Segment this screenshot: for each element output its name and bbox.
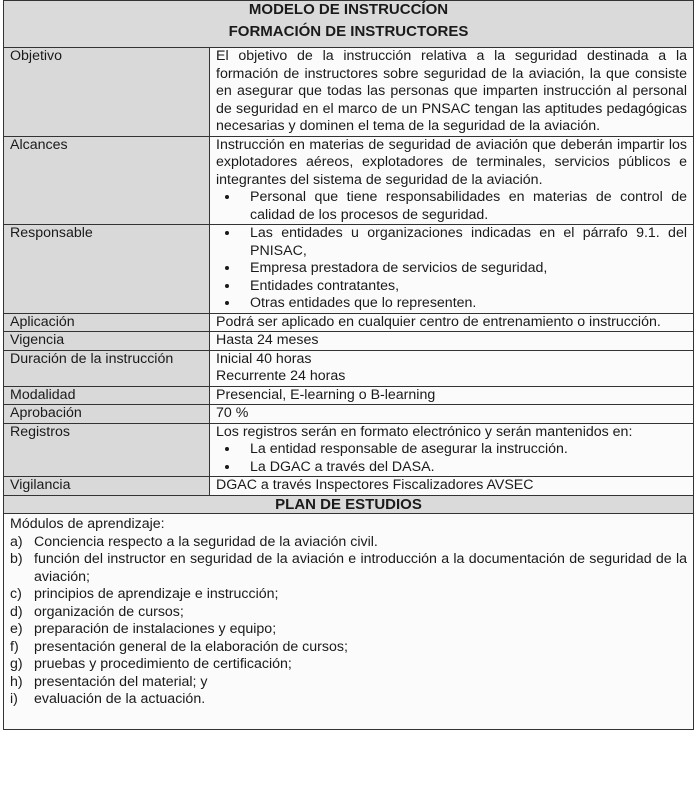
table-row [4, 386, 694, 405]
row-label: Responsable [4, 225, 210, 314]
table-row [4, 477, 694, 496]
row-label: Aprobación [4, 405, 210, 424]
document-subtitle: FORMACIÓN DE INSTRUCTORES [4, 23, 694, 48]
module-item [10, 691, 687, 709]
plan-body [4, 514, 694, 730]
document-title: MODELO DE INSTRUCCÍON [4, 1, 694, 24]
module-item [10, 621, 687, 639]
module-text: preparación de instalaciones y equipo; [34, 621, 277, 637]
module-item [10, 534, 687, 552]
module-text: presentación del material; y [34, 673, 208, 690]
row-value [210, 136, 694, 225]
module-item [10, 604, 687, 622]
row-text: Instrucción en materias de seguridad de aviación que deberán impartir los explotadores aéreos, explotadores de terminales, servicios públicos e integrantes del sistema de seguridad de la aviación. [216, 136, 687, 188]
bullet-item: • Otras entidades que lo representen. [240, 295, 687, 313]
row-value [210, 350, 694, 386]
module-item [10, 656, 687, 674]
row-label: Objetivo [4, 48, 210, 137]
row-label: Vigilancia [4, 477, 210, 496]
module-text: presentación general de la elaboración de cursos; [34, 638, 348, 655]
row-label: Aplicación [4, 313, 210, 332]
bullet-item: • Entidades contratantes, [240, 278, 687, 296]
bullet-item: • La entidad responsable de asegurar la instrucción. [240, 441, 687, 459]
table-row [4, 225, 694, 314]
bullet-list [216, 189, 687, 224]
row-text: Los registros serán en formato electrónico y serán mantenidos en: [216, 423, 633, 440]
module-marker: h) [10, 673, 23, 690]
module-marker: d) [10, 603, 23, 620]
row-line: Recurrente 24 horas [216, 368, 346, 384]
bullet-item: • Personal que tiene responsabilidades en materias de control de calidad de los procesos de seguridad. [240, 189, 687, 224]
module-text: organización de cursos; [34, 603, 184, 620]
row-value [210, 386, 694, 405]
module-item [10, 639, 687, 657]
module-marker: e) [10, 621, 23, 637]
module-item [10, 674, 687, 692]
bullet-item: • Empresa prestadora de servicios de seguridad, [240, 260, 687, 278]
table-row [4, 350, 694, 386]
row-text: Podrá ser aplicado en cualquier centro de entrenamiento o instrucción. [216, 313, 661, 330]
instruction-model-table [3, 0, 694, 730]
table-row [4, 405, 694, 424]
row-label: Modalidad [4, 386, 210, 405]
table-row [4, 313, 694, 332]
row-value [210, 332, 694, 351]
table-row [4, 332, 694, 351]
row-label: Alcances [4, 136, 210, 225]
module-marker: i) [10, 691, 18, 707]
row-value [210, 423, 694, 477]
module-text: Conciencia respecto a la seguridad de la aviación civil. [34, 533, 378, 550]
row-value [210, 48, 694, 137]
row-value [210, 313, 694, 332]
row-label: Registros [4, 423, 210, 477]
table-row [4, 48, 694, 137]
row-text: Presencial, E-learning o B-learning [216, 386, 436, 403]
module-text: principios de aprendizaje e instrucción; [34, 586, 279, 602]
row-text: DGAC a través Inspectores Fiscalizadores AVSEC [216, 477, 534, 493]
module-item [10, 551, 687, 586]
row-value [210, 225, 694, 314]
module-marker: g) [10, 656, 23, 672]
module-marker: a) [10, 533, 23, 550]
row-label: Duración de la instrucción [4, 350, 210, 386]
module-marker: b) [10, 551, 23, 567]
module-item [10, 586, 687, 604]
bullet-item: • La DGAC a través del DASA. [240, 459, 687, 477]
row-value [210, 477, 694, 496]
bullet-list [216, 441, 687, 476]
plan-intro: Módulos de aprendizaje: [10, 516, 165, 532]
row-text: 70 % [216, 405, 249, 421]
row-label: Vigencia [4, 332, 210, 351]
bullet-item: • Las entidades u organizaciones indicadas en el párrafo 9.1. del PNISAC, [240, 225, 687, 260]
row-text: Hasta 24 meses [216, 332, 319, 348]
module-text: evaluación de la actuación. [34, 691, 206, 707]
module-marker: c) [10, 586, 22, 602]
row-line: Inicial 40 horas [216, 350, 312, 367]
module-marker: f) [10, 638, 19, 655]
row-value [210, 405, 694, 424]
table-row [4, 136, 694, 225]
plan-title: PLAN DE ESTUDIOS [4, 495, 694, 514]
row-text: El objetivo de la instrucción relativa a la seguridad destinada a la formación de instructores sobre seguridad de la aviación, la que consiste en asegurar que todas las personas que imparten instrucción al personal de seguridad en el marco de un PNSAC tengan las aptitudes pedagógicas necesarias y dominen el tema de la seguridad de la aviación. [216, 48, 687, 134]
module-text: pruebas y procedimiento de certificación; [34, 656, 292, 672]
module-text: función del instructor en seguridad de la aviación e introducción a la documentación de seguridad de la aviación; [34, 551, 687, 585]
bullet-list [216, 225, 687, 313]
table-row [4, 423, 694, 477]
